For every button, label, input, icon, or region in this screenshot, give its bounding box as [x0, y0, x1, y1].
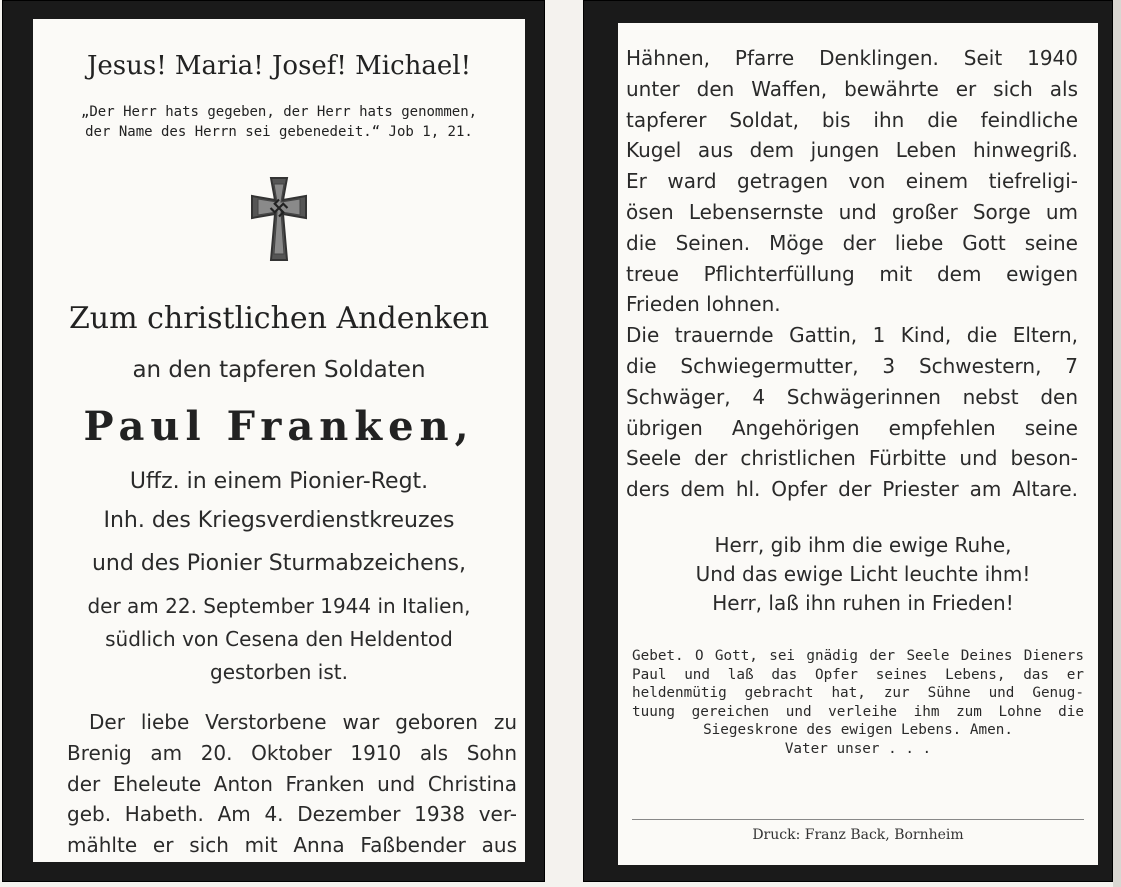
family-line: Seele der christlichen Fürbitte und beson- [626, 446, 1078, 471]
iron-cross-icon [244, 174, 314, 264]
obituary-line: treue Pflichterfüllung mit dem ewigen [626, 261, 1078, 286]
decoration-line-1: Inh. des Kriegsverdienstkreuzes [103, 508, 455, 533]
left-paper [33, 19, 525, 862]
vater-unser-line: Vater unser . . . [784, 740, 932, 757]
obituary-line: die Seinen. Möge der liebe Gott seine [626, 230, 1078, 255]
family-line: Schwäger, 4 Schwägerinnen nebst den [626, 384, 1078, 409]
closing-prayer [632, 647, 1084, 759]
right-page [583, 0, 1113, 882]
biography-line: Brenig am 20. Oktober 1910 als Sohn [67, 740, 517, 765]
obituary-line: Frieden lohnen. [626, 292, 781, 317]
scripture-quote-line-1: „Der Herr hats gegeben, der Herr hats genommen, [80, 104, 478, 120]
obituary-line: Hähnen, Pfarre Denklingen. Seit 1940 [626, 46, 1078, 70]
family-line: übrigen Angehörigen empfehlen seine [626, 415, 1078, 440]
prayer-line: Herr, gib ihm die ewige Ruhe, [714, 533, 1012, 557]
memorial-subtitle: an den tapferen Soldaten [132, 357, 426, 383]
gebet-line: Gebet. O Gott, sei gnädig der Seele Deines Dieners [632, 648, 1084, 664]
prayer-line: Und das ewige Licht leuchte ihm! [695, 562, 1031, 586]
obituary-line: Kugel aus dem jungen Leben hinwegriß. [626, 138, 1078, 163]
biography-line: mählte er sich mit Anna Faßbender aus [67, 833, 517, 858]
deceased-name: Paul Franken, [83, 403, 475, 450]
memorial-title: Zum christlichen Andenken [68, 301, 490, 336]
gebet-line: Siegeskrone des ewigen Lebens. Amen. [703, 722, 1013, 739]
biography [67, 707, 517, 861]
eternal-rest-prayer [628, 531, 1098, 618]
obituary-text [626, 43, 1078, 505]
left-page [2, 0, 545, 882]
rank-line: Uffz. in einem Pionier-Regt. [129, 469, 429, 494]
invocation: Jesus! Maria! Josef! Michael! [86, 51, 472, 81]
decoration-line-2: und des Pionier Sturmabzeichens, [91, 551, 467, 576]
biography-line: Der liebe Verstorbene war geboren zu [89, 710, 517, 734]
obituary-line: ösen Lebensernste und großer Sorge um [626, 199, 1078, 224]
death-end-line: gestorben ist. [210, 660, 348, 684]
obituary-line: unter den Waffen, bewährte er sich als [626, 76, 1078, 101]
right-paper [618, 23, 1098, 865]
death-place-line: südlich von Cesena den Heldentod [105, 627, 453, 651]
family-line: Die trauernde Gattin, 1 Kind, die Eltern, [626, 323, 1078, 348]
scan-edge [1113, 0, 1121, 887]
obituary-line: tapferer Soldat, bis ihn die feindliche [626, 107, 1078, 132]
printer-credit: Druck: Franz Back, Bornheim [752, 827, 964, 843]
gebet-line: tuung gereichen und verleihe ihm zum Lohne die [632, 703, 1084, 720]
death-line: der am 22. September 1944 in Italien, [87, 594, 471, 618]
family-line: die Schwiegermutter, 3 Schwestern, 7 [626, 353, 1078, 378]
biography-line: der Eheleute Anton Franken und Christina [67, 771, 517, 796]
scripture-quote-line-2: der Name des Herrn sei gebenedeit.“ Job 1, 21. [85, 124, 473, 140]
divider [632, 819, 1084, 820]
biography-line: geb. Habeth. Am 4. Dezember 1938 ver- [67, 802, 517, 827]
family-line: ders dem hl. Opfer der Priester am Altare. [626, 477, 1078, 502]
gebet-line: heldenmütig gebracht hat, zur Sühne und Genug- [632, 685, 1084, 702]
obituary-line: Er ward getragen von einem tiefreligi- [626, 169, 1078, 194]
gebet-line: Paul und laß das Opfer seines Lebens, das er [632, 666, 1084, 683]
prayer-line: Herr, laß ihn ruhen in Frieden! [712, 591, 1014, 615]
